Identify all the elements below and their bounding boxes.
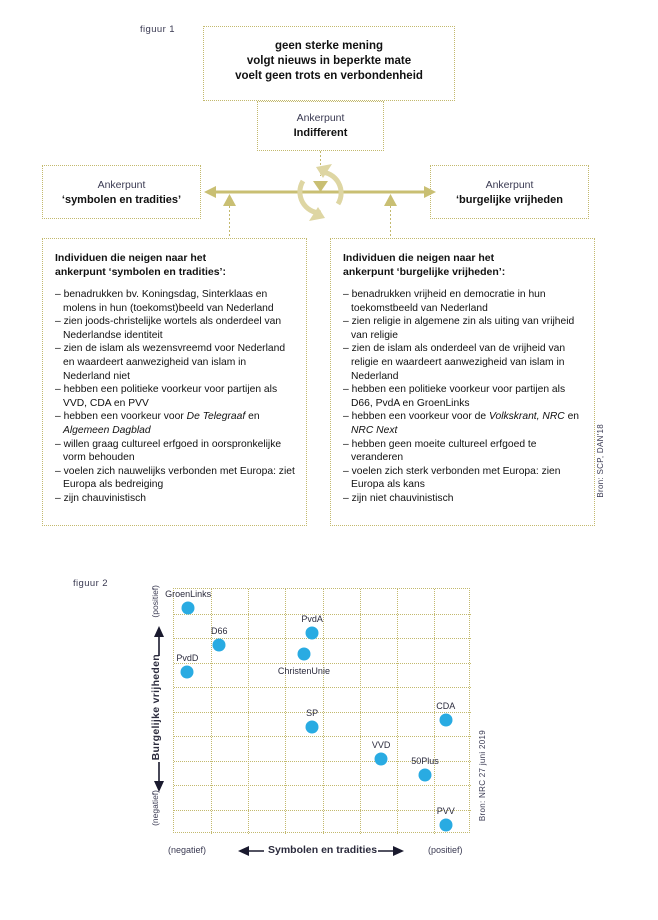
grid-line-horizontal <box>174 785 471 786</box>
scatter-point-label: SP <box>306 708 319 719</box>
list-item: – zijn chauvinistisch <box>55 492 146 504</box>
list-item: – voelen zich nauwelijks verbonden met Europa: ziet Europa als bedreiging <box>55 465 295 491</box>
scatter-point[interactable] <box>439 819 452 832</box>
grid-line-horizontal <box>174 736 471 737</box>
grid-line-horizontal <box>174 712 471 713</box>
y-axis-cap-negatief: (negatief) <box>150 790 160 826</box>
scatter-point[interactable] <box>306 721 319 734</box>
x-axis-arrows <box>168 838 468 868</box>
list-item: – zien religie in algemene zin als uiting van vrijheid van religie <box>343 316 575 341</box>
top-statement-line-1: geen sterke mening <box>274 40 383 52</box>
x-axis-title: Symbolen en tradities <box>268 844 378 856</box>
list-item: – zien joods-christelijke wortels als onderdeel van Nederlandse identiteit <box>55 316 282 341</box>
scatter-point[interactable] <box>181 666 194 679</box>
list-item: – zien de islam als wezensvreemd voor Nederland en waardeert aanwezigheid van islam in Nederland niet <box>55 343 286 382</box>
right-list-heading-line-2: ankerpunt ‘burgelijke vrijheden’: <box>343 266 506 278</box>
scatter-point[interactable] <box>306 627 319 640</box>
right-list-items <box>343 288 584 506</box>
top-statement-line-2: volgt nieuws in beperkte mate <box>246 55 412 67</box>
scatter-point-label: PvdD <box>176 653 199 664</box>
y-axis-title: Burgelijke vrijheden <box>150 654 162 761</box>
detail-box-burgelijke-vrijheden <box>330 238 595 526</box>
scatter-point[interactable] <box>182 601 195 614</box>
list-item: – hebben een politieke voorkeur voor partijen als D66, PvdA en GroenLinks <box>343 384 566 409</box>
anchor-kicker-right: Ankerpunt <box>485 179 534 191</box>
list-item: – benadrukken bv. Koningsdag, Sinterklaas en molens in hun (toekomst)beeld van Nederland <box>55 289 274 314</box>
list-item: – zien de islam als onderdeel van de vrijheid van religie en waardeert aanwezigheid van islam in Nederland <box>343 343 566 382</box>
anchor-name-indifferent: Indifferent <box>293 127 348 139</box>
left-list-heading-line-2: ankerpunt ‘symbolen en tradities’: <box>55 266 226 278</box>
scatter-point[interactable] <box>297 647 310 660</box>
top-statement-line-3: voelt geen trots en verbondenheid <box>235 70 423 82</box>
list-item: – hebben een politieke voorkeur voor partijen als VVD, CDA en PVV <box>55 384 278 409</box>
list-item: – hebben een voorkeur voor De Telegraaf en Algemeen Dagblad <box>55 411 260 436</box>
grid-line-horizontal <box>174 687 471 688</box>
list-item: – hebben geen moeite cultureel erfgoed te veranderen <box>343 438 537 464</box>
list-item: – benadrukken vrijheid en democratie in hun toekomstbeeld van Nederland <box>343 289 546 314</box>
figure1-label: figuur 1 <box>140 24 175 35</box>
scatter-point-label: GroenLinks <box>165 588 212 599</box>
scatter-point[interactable] <box>375 752 388 765</box>
scatter-plot-grid <box>165 588 470 833</box>
anchor-name-right: ‘burgelijke vrijheden <box>456 194 563 206</box>
scatter-point-label: ChristenUnie <box>277 665 330 676</box>
anchor-name-left: ‘symbolen en tradities’ <box>61 194 182 206</box>
detail-box-symbolen-tradities <box>42 238 307 526</box>
x-axis-cap-negatief: (negatief) <box>168 845 207 855</box>
scatter-point-label: PVV <box>436 806 455 817</box>
list-item: – willen graag cultureel erfgoed in oorspronkelijke vorm behouden <box>55 438 282 464</box>
scatter-point-label: VVD <box>371 739 391 750</box>
scatter-point-label: PvdA <box>301 614 323 625</box>
grid-line-horizontal <box>174 663 471 664</box>
left-list-heading-line-1: Individuen die neigen naar het <box>55 252 207 264</box>
scatter-point-label: 50Plus <box>411 756 439 767</box>
scatter-point[interactable] <box>418 769 431 782</box>
figure1-connector-artwork <box>0 0 658 250</box>
scatter-point-label: D66 <box>211 625 228 636</box>
figure2-label: figuur 2 <box>73 578 108 589</box>
anchor-kicker-indifferent: Ankerpunt <box>296 112 345 124</box>
right-list-heading-line-1: Individuen die neigen naar het <box>343 252 495 264</box>
list-item: – zijn niet chauvinistisch <box>343 492 454 504</box>
figure2-source: Bron: NRC 27 juni 2019 <box>478 730 487 822</box>
grid-line-horizontal <box>174 810 471 811</box>
y-axis-cap-positief: (positief) <box>150 585 160 618</box>
x-axis-cap-positief: (positief) <box>428 845 463 855</box>
anchor-kicker-left: Ankerpunt <box>97 179 146 191</box>
scatter-point[interactable] <box>439 714 452 727</box>
scatter-point[interactable] <box>213 638 226 651</box>
left-list-items <box>55 288 296 506</box>
list-item: – voelen zich sterk verbonden met Europa: zien Europa als kans <box>343 465 561 491</box>
list-item: – hebben een voorkeur voor de Volkskrant, NRC en NRC Next <box>343 411 580 436</box>
figure1-source: Bron: SCP, DAN'18 <box>596 424 605 498</box>
scatter-point-label: CDA <box>436 701 456 712</box>
